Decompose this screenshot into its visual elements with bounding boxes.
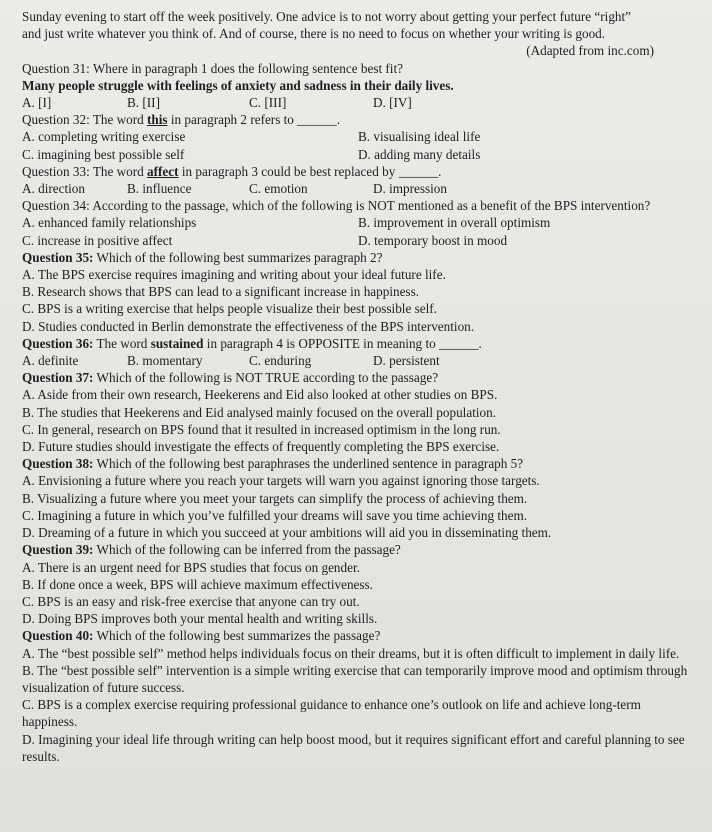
q33-stem-pre: Question 33: The word [22, 163, 148, 179]
q37-label: Question 37: [22, 370, 94, 386]
q40-stem [22, 627, 698, 644]
q40-option-a: A. The “best possible self” method helps individuals focus on their dreams, but it is often difficult to implement in daily life. [22, 645, 680, 661]
q36-label: Question 36: [22, 335, 94, 351]
q34-option-c: C. increase in positive affect [22, 232, 173, 248]
q32-option-a: A. completing writing exercise [22, 129, 186, 145]
intro-line-2: and just write whatever you think of. And of course, there is no need to focus on whether your writing is good. [22, 26, 606, 42]
q33-stem-post: in paragraph 3 could be best replaced by ______. [178, 163, 442, 179]
q32-stem-post: in paragraph 2 refers to ______. [167, 112, 341, 128]
q36-keyword: sustained [150, 335, 204, 351]
q31-option-d: D. [IV] [373, 95, 412, 111]
q34-option-b: B. improvement in overall optimism [358, 215, 551, 231]
q32-option-c: C. imagining best possible self [22, 146, 185, 162]
q38-stem [22, 455, 698, 472]
q31-option-c: C. [III] [249, 95, 287, 111]
q35-option-a: A. The BPS exercise requires imagining and writing about your ideal future life. [22, 267, 446, 283]
q39-stem [22, 541, 698, 558]
q38-label: Question 38: [22, 456, 94, 472]
q33-option-d: D. impression [373, 181, 447, 197]
q36-option-a: A. definite [22, 353, 79, 369]
q39-option-a: A. There is an urgent need for BPS studies that focus on gender. [22, 559, 360, 575]
q40-stem-text: Which of the following best summarizes the passage? [93, 628, 381, 644]
q33-options [22, 180, 698, 197]
q31-options [22, 94, 698, 111]
q35-label: Question 35: [22, 249, 94, 265]
q39-option-c: C. BPS is an easy and risk-free exercise that anyone can try out. [22, 593, 360, 609]
q35-option-b: B. Research shows that BPS can lead to a significant increase in happiness. [22, 284, 419, 300]
q35-option-c: C. BPS is a writing exercise that helps people visualize their best possible self. [22, 301, 437, 317]
q38-option-c: C. Imagining a future in which you’ve fulfilled your dreams will save you time achieving them. [22, 507, 528, 523]
q38-option-d: D. Dreaming of a future in which you succeed at your ambitions will aid you in disseminating them. [22, 525, 552, 541]
intro-line-1: Sunday evening to start off the week positively. One advice is to not worry about getting your perfect future “right” [22, 9, 632, 24]
q32-options-row-1 [22, 128, 698, 145]
q34-options-row-2 [22, 232, 698, 249]
q32-stem-pre: Question 32: The word [22, 112, 148, 128]
q32-stem [22, 111, 698, 128]
q33-keyword: affect [147, 163, 179, 179]
q40-option-c: C. BPS is a complex exercise requiring professional guidance to enhance one’s outlook on life and achieve long-term happiness. [22, 697, 641, 730]
q38-option-a: A. Envisioning a future where you reach your targets will warn you against ignoring those targets. [22, 473, 540, 489]
q31-option-a: A. [I] [22, 95, 52, 111]
q39-option-d: D. Doing BPS improves both your mental health and writing skills. [22, 611, 378, 627]
q34-option-a: A. enhanced family relationships [22, 215, 197, 231]
q40-option-d: D. Imagining your ideal life through writing can help boost mood, but it requires significant effort and careful planning to see results. [22, 731, 685, 764]
q36-option-d: D. persistent [373, 353, 440, 369]
q32-options-row-2 [22, 146, 698, 163]
q32-option-d: D. adding many details [358, 146, 481, 162]
q33-option-c: C. emotion [249, 181, 308, 197]
q35-option-d: D. Studies conducted in Berlin demonstrate the effectiveness of the BPS intervention. [22, 318, 475, 334]
q31-stem: Question 31: Where in paragraph 1 does the following sentence best fit? [22, 60, 403, 76]
q37-option-c: C. In general, research on BPS found that it resulted in increased optimism in the long run. [22, 421, 501, 437]
q33-option-b: B. influence [127, 181, 192, 197]
q34-option-d: D. temporary boost in mood [358, 232, 508, 248]
q31-option-b: B. [II] [127, 95, 160, 111]
q37-option-d: D. Future studies should investigate the effects of frequently completing the BPS exercise. [22, 439, 500, 455]
q37-stem [22, 369, 698, 386]
q38-option-b: B. Visualizing a future where you meet your targets can simplify the process of achieving them. [22, 490, 528, 506]
q36-stem-pre: The word [93, 335, 151, 351]
q35-stem [22, 249, 698, 266]
q39-label: Question 39: [22, 542, 94, 558]
q37-option-b: B. The studies that Heekerens and Eid analysed mainly focused on the overall population. [22, 404, 497, 420]
source-citation: (Adapted from inc.com) [526, 43, 654, 59]
q34-options-row-1 [22, 214, 698, 231]
q38-stem-text: Which of the following best paraphrases the underlined sentence in paragraph 5? [93, 456, 524, 472]
q32-option-b: B. visualising ideal life [358, 129, 481, 145]
q39-stem-text: Which of the following can be inferred from the passage? [93, 542, 401, 558]
q36-stem [22, 335, 698, 352]
q40-label: Question 40: [22, 628, 94, 644]
q40-option-b: B. The “best possible self” intervention is a simple writing exercise that can temporarily improve mood and optimism through visualization of future success. [22, 662, 688, 695]
q36-stem-post: in paragraph 4 is OPPOSITE in meaning to ______. [203, 335, 482, 351]
q36-option-b: B. momentary [127, 353, 203, 369]
q36-option-c: C. enduring [249, 353, 312, 369]
q35-stem-text: Which of the following best summarizes paragraph 2? [93, 249, 383, 265]
q31-sentence: Many people struggle with feelings of anxiety and sadness in their daily lives. [22, 77, 454, 93]
q37-option-a: A. Aside from their own research, Heekerens and Eid also looked at other studies on BPS. [22, 387, 498, 403]
q37-stem-text: Which of the following is NOT TRUE according to the passage? [93, 370, 439, 386]
q39-option-b: B. If done once a week, BPS will achieve maximum effectiveness. [22, 576, 373, 592]
q33-option-a: A. direction [22, 181, 85, 197]
q33-stem [22, 163, 698, 180]
q34-stem: Question 34: According to the passage, which of the following is NOT mentioned as a benefit of the BPS intervention? [22, 198, 651, 214]
q32-keyword: this [147, 112, 168, 128]
q36-options [22, 352, 698, 369]
